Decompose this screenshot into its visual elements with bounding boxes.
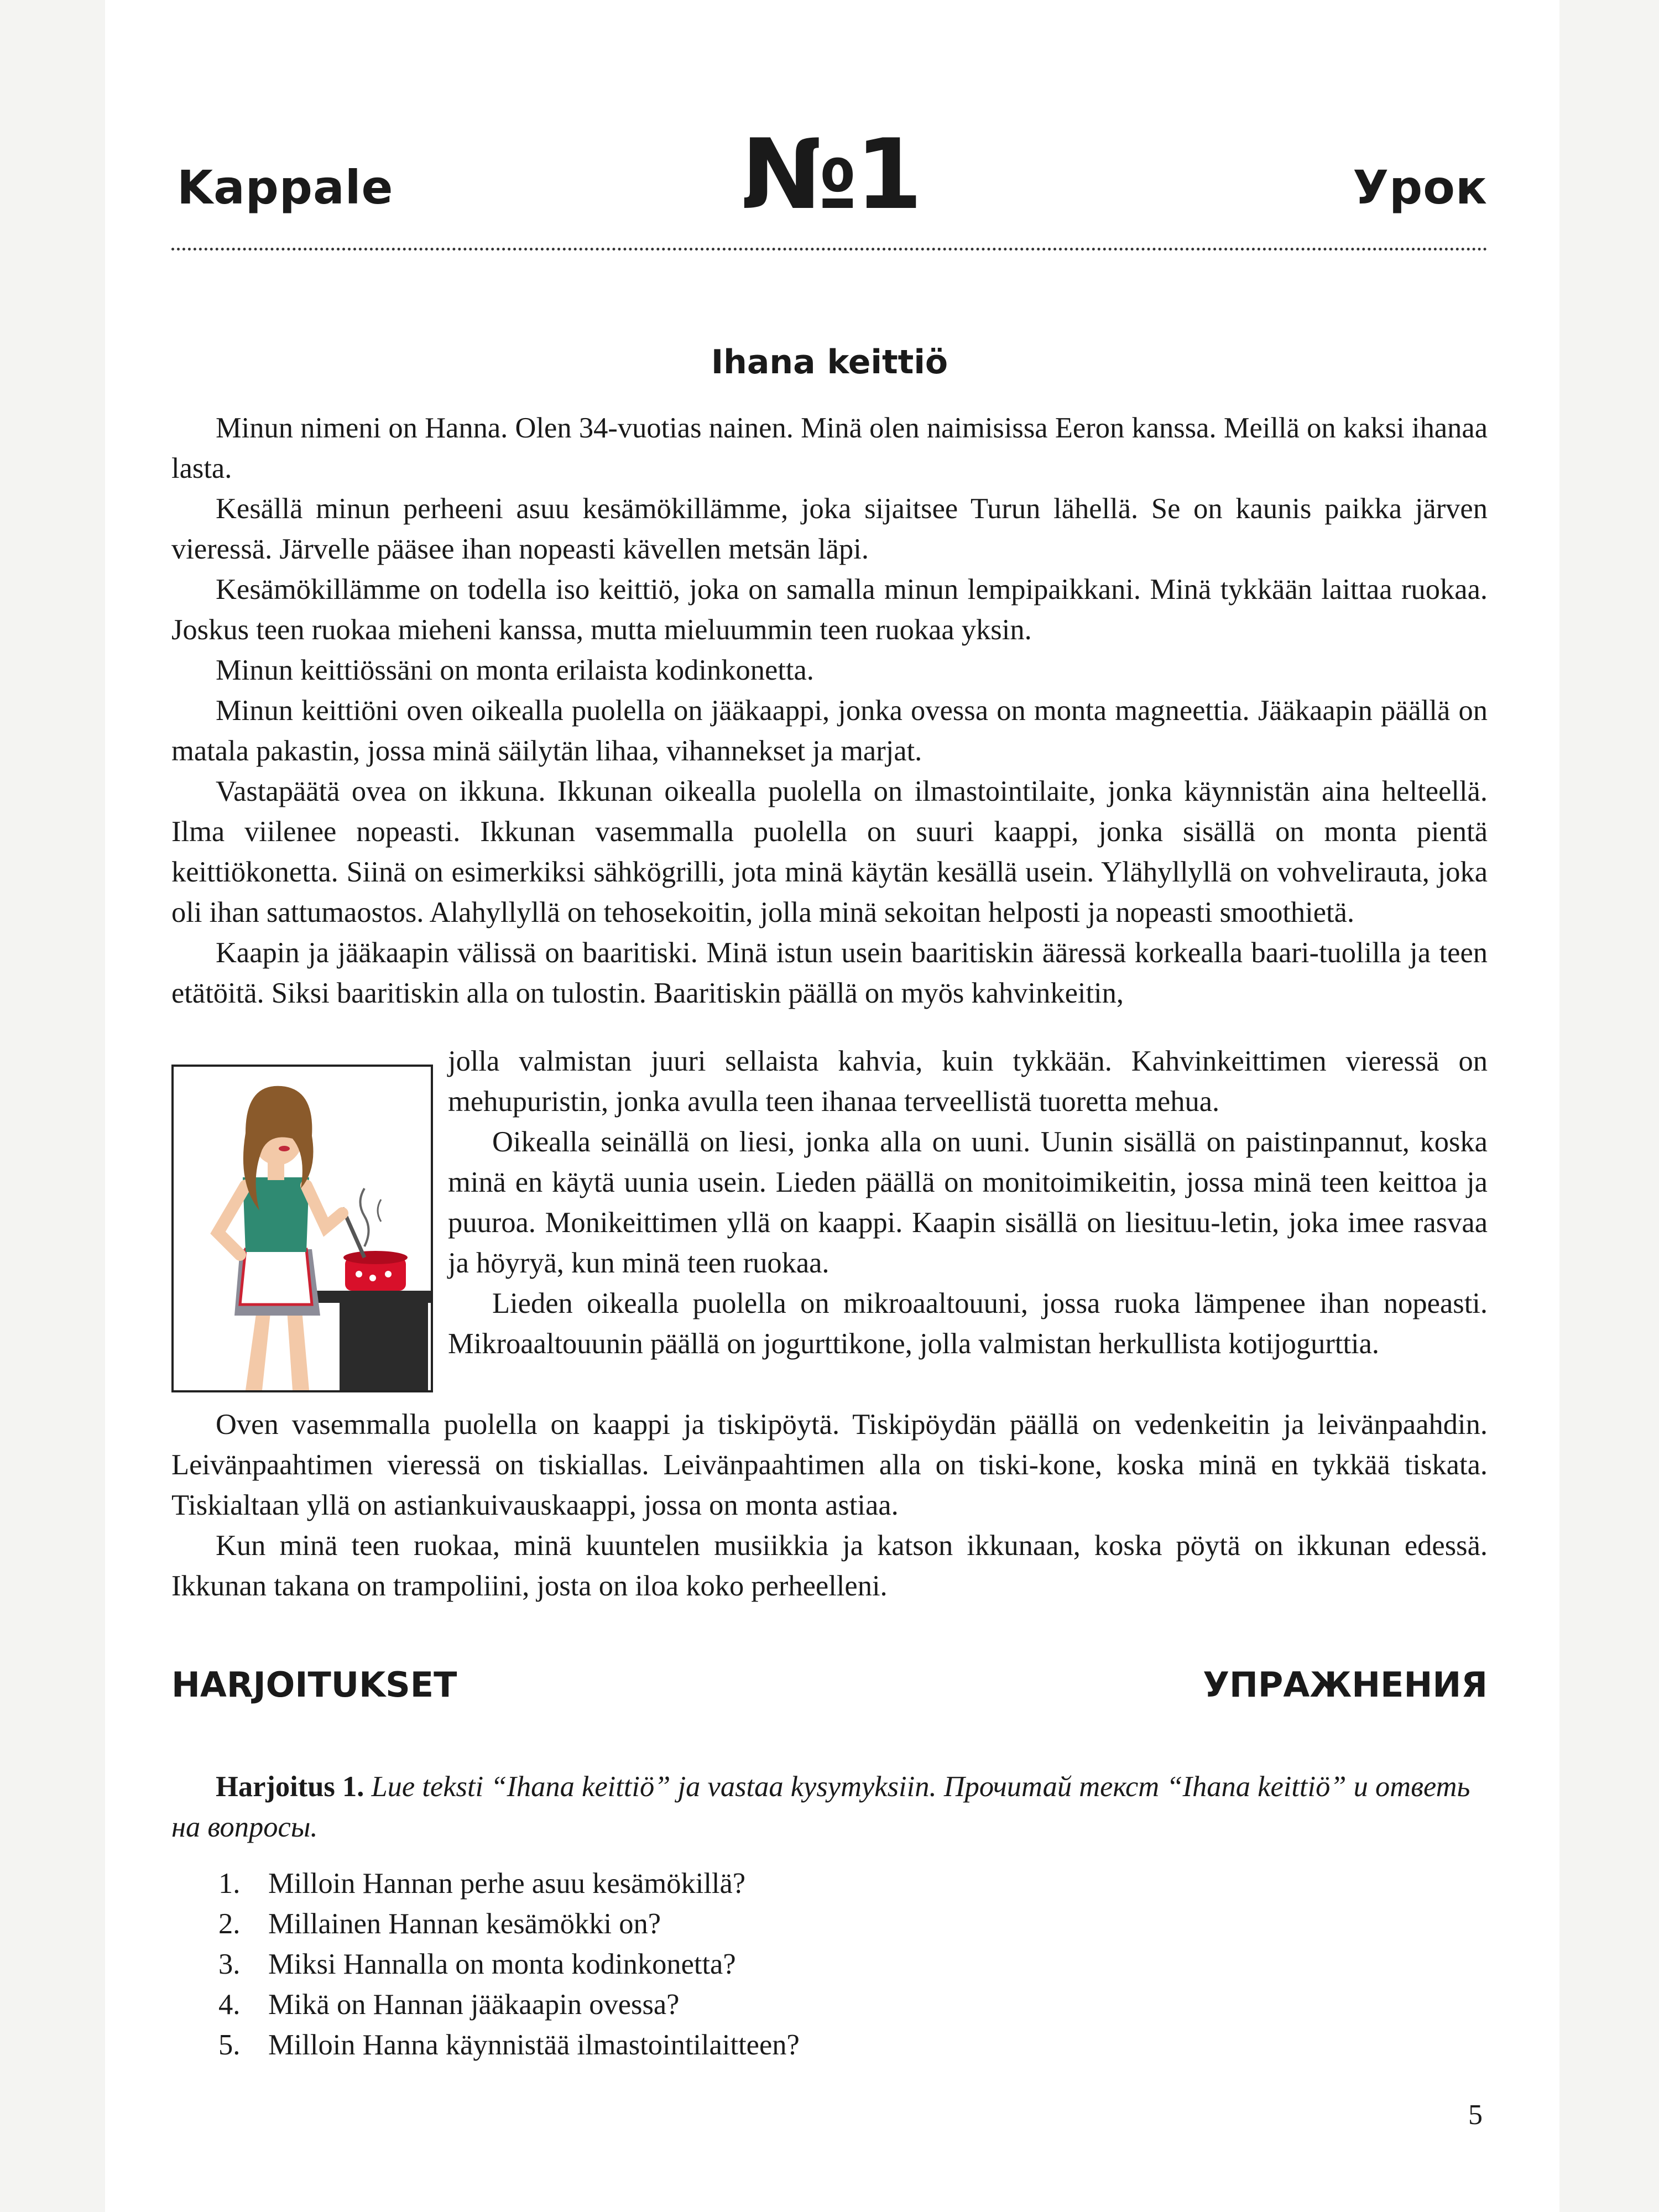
question-text: Mikä on Hannan jääkaapin ovessa? — [268, 1989, 680, 2021]
table-body — [340, 1302, 428, 1390]
text-title: Ihana keittiö — [711, 343, 948, 382]
paragraph: Minun nimeni on Hanna. Olen 34-vuotias nainen. Minä olen naimisissa Eeron kanssa. Meillä on kaksi ihanaa lasta. — [171, 412, 1488, 484]
paragraph: jolla valmistan juuri sellaista kahvia, kuin tykkään. Kahvinkeittimen vieressä on mehupuristin, jonka avulla teen ihanaa terveellistä tuoretta mehua. — [448, 1045, 1488, 1118]
woman-cooking-illustration — [171, 1065, 433, 1392]
paragraph: Kesällä minun perheeni asuu kesämökillämme, joka sijaitsee Turun lähellä. Se on kaunis paikka järven vieressä. Järvelle pääsee ihan nopeasti kävellen metsän läpi. — [171, 493, 1488, 565]
paragraph: Minun keittiöni oven oikealla puolella on jääkaappi, jonka ovessa on monta magneettia. Jääkaapin päällä on matala pakastin, jossa minä säilytän lihaa, vihannekset ja marjat. — [171, 695, 1488, 767]
dotted-divider — [171, 248, 1488, 251]
paragraph: Lieden oikealla puolella on mikroaaltouuni, jossa ruoka lämpenee ihan nopeasti. Mikroaaltouunin päällä on jogurttikone, jolla valmistan herkullista kotijogurttia. — [448, 1287, 1488, 1360]
list-item — [218, 1904, 1435, 1944]
question-text: Millainen Hannan kesämökki on? — [268, 1908, 661, 1940]
reading-text-bottom — [171, 1405, 1488, 1606]
question-text: Miksi Hannalla on monta kodinkonetta? — [268, 1948, 736, 1980]
question-number: 4. — [218, 1989, 241, 2021]
paragraph: Kesämökillämme on todella iso keittiö, joka on samalla minun lempipaikkani. Minä tykkään laittaa ruokaa. Joskus teen ruokaa mieheni kanssa, mutta mieluummin teen ruokaa yksin. — [171, 573, 1488, 646]
header-urok: Урок — [1353, 160, 1488, 215]
list-item — [218, 1944, 1435, 1985]
table-top — [315, 1291, 431, 1303]
question-text: Milloin Hanna käynnistää ilmastointilaitteen? — [268, 2029, 800, 2061]
question-number: 2. — [218, 1908, 241, 1940]
list-item — [218, 1985, 1435, 2025]
question-text: Milloin Hannan perhe asuu kesämökillä? — [268, 1867, 746, 1900]
paragraph: Vastapäätä ovea on ikkuna. Ikkunan oikealla puolella on ilmastointilaite, jonka käynnistän aina helteellä. Ilma viilenee nopeasti. Ikkunan vasemmalla puolella on suuri kaappi, jonka sisällä on monta pientä keittiökonetta. Siinä on esimerkiksi sähkögrilli, jota minä käytän kesällä usein. Ylähyllyllä on vohvelirauta, joka oli ihan sattumaostos. Alahyllyllä on tehosekoitin, jolla minä sekoitan helposti ja nopeasti smoothietä. — [171, 775, 1488, 928]
list-item — [218, 2025, 1435, 2065]
section-heading-russian: УПРАЖНЕНИЯ — [1203, 1665, 1488, 1705]
question-number: 1. — [218, 1867, 241, 1900]
paragraph: Oikealla seinällä on liesi, jonka alla on uuni. Uunin sisällä on paistinpannut, koska minä en käytä uunia usein. Lieden päällä on monitoimikeitin, jossa minä teen keittoa ja puuroa. Monikeittimen yllä on kaappi. Kaapin sisällä on liesituu-letin, joka imee rasvaa ja höyryä, kun minä teen ruokaa. — [448, 1126, 1488, 1279]
woman-cooking-icon — [174, 1067, 431, 1390]
reading-text-side — [448, 1041, 1488, 1364]
paragraph: Kun minä teen ruokaa, minä kuuntelen musiikkia ja katson ikkunaan, koska pöytä on ikkunan edessä. Ikkunan takana on trampoliini, josta on iloa koko perheelleni. — [171, 1530, 1488, 1602]
list-item — [218, 1864, 1435, 1904]
question-number: 5. — [218, 2029, 241, 2061]
paragraph: Oven vasemmalla puolella on kaappi ja tiskipöytä. Tiskipöydän päällä on vedenkeitin ja leivänpaahdin. Leivänpaahtimen vieressä on tiskiallas. Leivänpaahtimen alla on tiski-kone, koska minä en tykkää tiskata. Tiskialtaan yllä on astiankuivauskaappi, jossa on monta astiaa. — [171, 1408, 1488, 1521]
question-number: 3. — [218, 1948, 241, 1980]
page-number: 5 — [1468, 2099, 1483, 2131]
header-kappale: Kappale — [177, 160, 394, 215]
lesson-number: №1 — [741, 119, 921, 231]
exercise-instruction — [171, 1767, 1488, 1848]
section-heading-finnish: HARJOITUKSET — [171, 1665, 457, 1705]
paragraph: Kaapin ja jääkaapin välissä on baaritiski. Minä istun usein baaritiskin ääressä korkealla baari-tuolilla ja teen etätöitä. Siksi baaritiskin alla on tulostin. Baaritiskin päällä on myös kahvinkeitin, — [171, 937, 1488, 1009]
question-list — [218, 1864, 1435, 2065]
reading-text-top — [171, 408, 1488, 1014]
exercise-text: Lue teksti “Ihana keittiö” ja vastaa kysymyksiin. Прочитай текст “Ihana keittiö” и ответь на вопросы. — [171, 1771, 1470, 1843]
paragraph: Minun keittiössäni on monta erilaista kodinkonetta. — [216, 654, 814, 686]
exercise-label: Harjoitus 1. — [216, 1771, 364, 1803]
